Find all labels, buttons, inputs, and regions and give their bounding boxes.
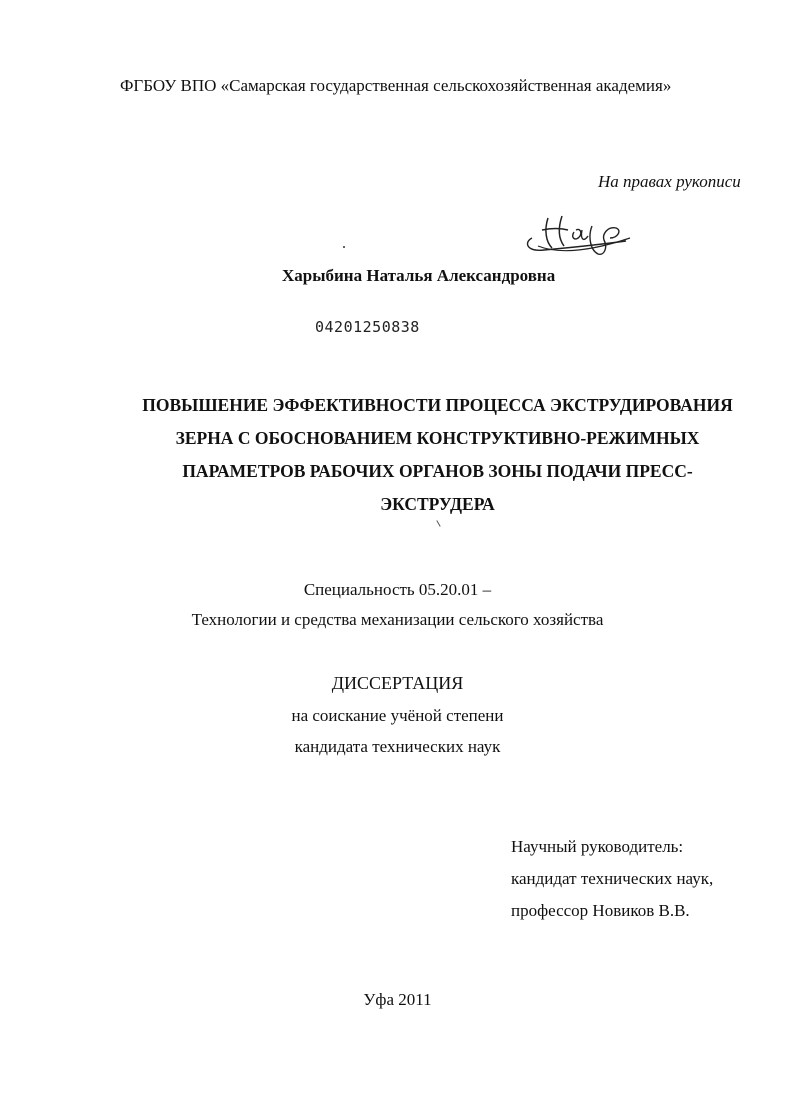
institution-name: ФГБОУ ВПО «Самарская государственная сельскохозяйственная академия» — [120, 76, 672, 95]
author-name: Харыбина Наталья Александровна — [282, 266, 556, 285]
dissertation-purpose: на соискание учёной степени — [291, 706, 504, 725]
specialty-code: Специальность 05.20.01 – — [303, 580, 492, 599]
advisor-degree: кандидат технических наук, — [511, 869, 714, 888]
scan-speck — [343, 246, 345, 248]
advisor-label: Научный руководитель: — [511, 837, 684, 856]
title-line: ЗЕРНА С ОБОСНОВАНИЕМ КОНСТРУКТИВНО-РЕЖИМНЫХ — [175, 428, 700, 448]
dissertation-title — [100, 389, 775, 521]
manuscript-note: На правах рукописи — [598, 172, 741, 191]
title-line: ПАРАМЕТРОВ РАБОЧИХ ОРГАНОВ ЗОНЫ ПОДАЧИ ПРЕСС- — [182, 461, 693, 481]
title-line: ЭКСТРУДЕРА — [380, 494, 495, 514]
advisor-name: профессор Новиков В.В. — [511, 901, 690, 920]
specialty-description: Технологии и средства механизации сельского хозяйства — [191, 610, 604, 629]
dissertation-degree: кандидата технических наук — [294, 737, 501, 756]
city-year: Уфа 2011 — [363, 990, 432, 1009]
dissertation-type: ДИССЕРТАЦИЯ — [331, 673, 464, 693]
scan-tick — [436, 520, 440, 527]
registration-number: 04201250838 — [315, 318, 420, 336]
title-line: ПОВЫШЕНИЕ ЭФФЕКТИВНОСТИ ПРОЦЕССА ЭКСТРУДИРОВАНИЯ — [142, 395, 733, 415]
advisor-block — [511, 831, 713, 927]
author-signature — [518, 208, 636, 260]
